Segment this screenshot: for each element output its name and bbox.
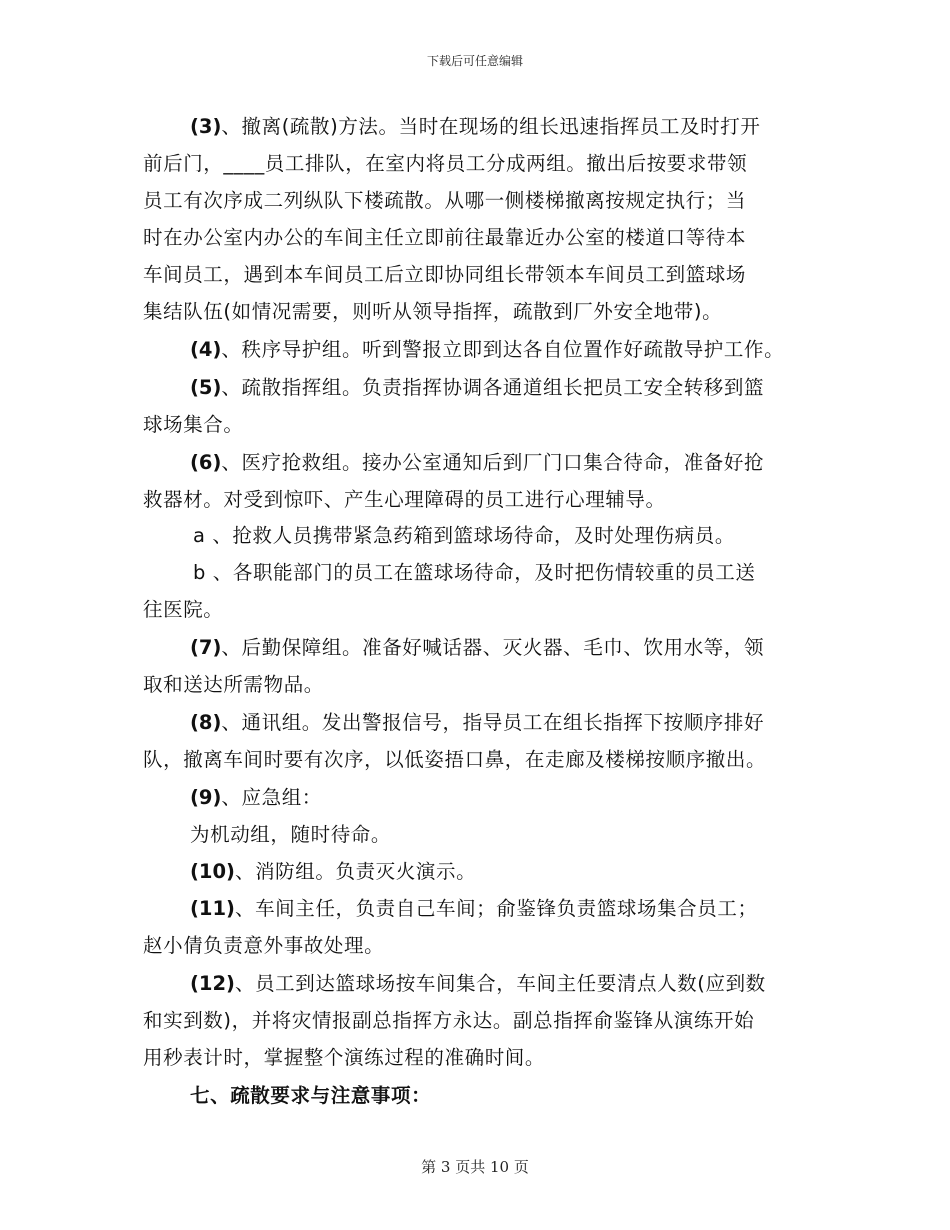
paragraph-6-line-2: 救器材。对受到惊吓、产生心理障碍的员工进行心理辅导。 [143,488,666,511]
paragraph-12-line-1: (12)、员工到达篮球场按车间集合，车间主任要清点人数(应到数 [190,972,766,995]
paragraph-4-line-1: (4)、秩序导护组。听到警报立即到达各自位置作好疏散导护工作。 [190,338,785,361]
paragraph-b-line-2: 往医院。 [143,598,224,621]
paragraph-3-line-1: (3)、撤离(疏散)方法。当时在现场的组长迅速指挥员工及时打开 [190,115,761,138]
paragraph-3-line-3: 员工有次序成二列纵队下楼疏散。从哪一侧楼梯撤离按规定执行；当 [143,189,747,212]
paragraph-8-line-2: 队，撤离车间时要有次序，以低姿捂口鼻，在走廊及楼梯按顺序撤出。 [143,748,767,771]
paragraph-a-line-1: a 、抢救人员携带紧急药箱到篮球场待命，及时处理伤病员。 [193,524,735,547]
paragraph-9-line-1: (9)、应急组： [190,786,322,809]
paragraph-8-line-1: (8)、通讯组。发出警报信号，指导员工在组长指挥下按顺序排好 [190,711,765,734]
paragraph-3-line-4: 时在办公室内办公的车间主任立即前往最靠近办公室的楼道口等待本 [143,226,747,249]
paragraph-5-line-2: 球场集合。 [143,413,244,436]
item-number: (4) [190,338,222,361]
paragraph-3-line-2: 前后门，____员工排队，在室内将员工分成两组。撤出后按要求带领 [143,152,748,175]
item-number: (12) [190,972,235,995]
paragraph-10-line-1: (10)、消防组。负责灭火演示。 [190,860,477,883]
paragraph-7-line-2: 取和送达所需物品。 [143,673,324,696]
item-number: (11) [190,897,235,920]
paragraph-12-line-2: 和实到数)，并将灾情报副总指挥方永达。副总指挥俞鉴锋从演练开始 [143,1009,755,1032]
item-number: (6) [190,451,222,474]
item-number: (3) [190,115,222,138]
paragraph-b-line-1: b 、各职能部门的员工在篮球场待命，及时把伤情较重的员工送 [193,561,756,584]
paragraph-3-line-6: 集结队伍(如情况需要，则听从领导指挥，疏散到厂外安全地带)。 [143,300,723,323]
paragraph-7-line-1: (7)、后勤保障组。准备好喊话器、灭火器、毛巾、饮用水等，领 [190,636,765,659]
paragraph-3-line-5: 车间员工，遇到本车间员工后立即协同组长带领本车间员工到篮球场 [143,263,747,286]
paragraph-12-line-3: 用秒表计时，掌握整个演练过程的准确时间。 [143,1046,546,1069]
item-number: (9) [190,786,222,809]
paragraph-11-line-2: 赵小倩负责意外事故处理。 [143,934,385,957]
paragraph-6-line-1: (6)、医疗抢救组。接办公室通知后到厂门口集合待命，准备好抢 [190,451,765,474]
item-number: (7) [190,636,222,659]
item-number: (5) [190,376,222,399]
item-number: (10) [190,860,235,883]
paragraph-5-line-1: (5)、疏散指挥组。负责指挥协调各通道组长把员工安全转移到篮 [190,376,765,399]
page-footer: 第 3 页共 10 页 [421,1158,529,1176]
item-number: (8) [190,711,222,734]
paragraph-9-line-2: 为机动组，随时待命。 [190,823,392,846]
page-header: 下载后可任意编辑 [426,54,523,68]
paragraph-11-line-1: (11)、车间主任，负责自己车间；俞鉴锋负责篮球场集合员工； [190,897,758,920]
section-heading: 七、疏散要求与注意事项： [190,1084,432,1107]
